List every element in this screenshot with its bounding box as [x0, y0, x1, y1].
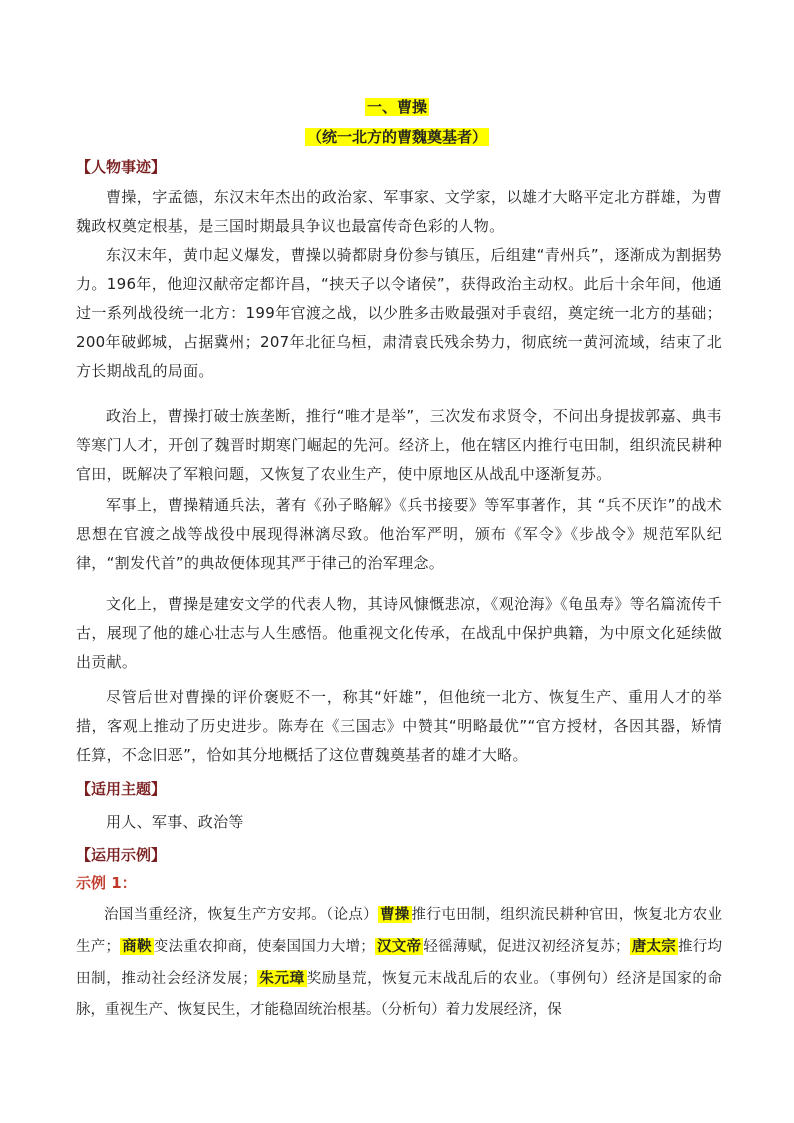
highlighted-name: 商鞅 — [122, 938, 152, 955]
example-body — [76, 899, 722, 1026]
paragraph-history: 东汉末年，黄巾起义爆发，曹操以骑都尉身份参与镇压，后组建“青州兵”，逐渐成为割据势力。196年，他迎汉献帝定都许昌，“挟天子以令诸侯”，获得政治主动权。此后十余年间，他通过一系列战役统一北方：199年官渡之战，以少胜多击败最强对手袁绍，奠定统一北方的基础；200年破邺城，占据冀州；207年北征乌桓，肃清袁氏残余势力，彻底统一黄河流域，结束了北方长期战乱的局面。 — [76, 246, 722, 380]
page-title — [0, 97, 794, 117]
example-heading: 【运用示例】 — [76, 846, 167, 864]
example-text-segment: 轻徭薄赋，促进汉初经济复苏； — [423, 939, 630, 955]
example-text-segment: 治国当重经济，恢复生产方安邦。（论点） — [104, 907, 378, 923]
highlighted-name: 朱元璋 — [258, 970, 305, 987]
example-text-segment: 推行均田制，推动社会经济发展； — [76, 939, 722, 987]
example-text-segment: 推行屯田制，组织流民耕种官田，恢复北方农业生产； — [76, 907, 723, 955]
deeds-heading: 【人物事迹】 — [76, 158, 167, 176]
highlighted-name: 汉文帝 — [376, 938, 422, 955]
highlighted-name: 曹操 — [379, 906, 410, 923]
page-subtitle — [0, 127, 794, 147]
paragraph-culture: 文化上，曹操是建安文学的代表人物，其诗风慷慨悲凉，《观沧海》《龟虽寿》等名篇流传千古，展现了他的雄心壮志与人生感悟。他重视文化传承，在战乱中保护典籍，为中原文化延续做出贡献。 — [76, 595, 722, 671]
paragraph-evaluation: 尽管后世对曹操的评价褒贬不一，称其“奸雄”，但他统一北方、恢复生产、重用人才的举措，客观上推动了历史进步。陈寿在《三国志》中赞其“明略最优”“官方授材，各因其器，矫情任算，不念旧恶”，恰如其分地概括了这位曹魏奠基者的雄才大略。 — [76, 688, 722, 764]
example-text-segment: 奖励垦荒，恢复元末战乱后的农业。（事例句）经济是国家的命脉，重视生产、恢复民生，才能稳固统治根基。（分析句）着力发展经济，保 — [76, 971, 723, 1018]
theme-text: 用人、军事、政治等 — [106, 813, 244, 831]
subtitle-highlight: （统一北方的曹魏奠基者） — [306, 128, 487, 146]
highlighted-name: 唐太宗 — [631, 938, 676, 955]
paragraph-politics: 政治上，曹操打破士族垄断，推行“唯才是举”，三次发布求贤令，不问出身提拔郭嘉、典韦等寒门人才，开创了魏晋时期寒门崛起的先河。经济上，他在辖区内推行屯田制，组织流民耕种官田，既解决了军粮问题，又恢复了农业生产，使中原地区从战乱中逐渐复苏。 — [76, 407, 722, 483]
paragraph-military: 军事上，曹操精通兵法，著有《孙子略解》《兵书接要》等军事著作，其 “兵不厌诈”的战术思想在官渡之战等战役中展现得淋漓尽致。他治军严明，颁布《军令》《步战令》规范军队纪律，“割发代首”的典故便体现其严于律己的治军理念。 — [76, 496, 722, 572]
example-text-segment: 变法重农抑商，使秦国国力大增； — [153, 939, 375, 955]
theme-heading: 【适用主题】 — [76, 780, 167, 798]
paragraph-intro: 曹操，字孟德，东汉末年杰出的政治家、军事家、文学家，以雄才大略平定北方群雄，为曹魏政权奠定根基，是三国时期最具争议也最富传奇色彩的人物。 — [76, 188, 722, 235]
title-highlight: 一、曹操 — [366, 98, 427, 116]
example-label: 示例 1： — [76, 874, 137, 892]
